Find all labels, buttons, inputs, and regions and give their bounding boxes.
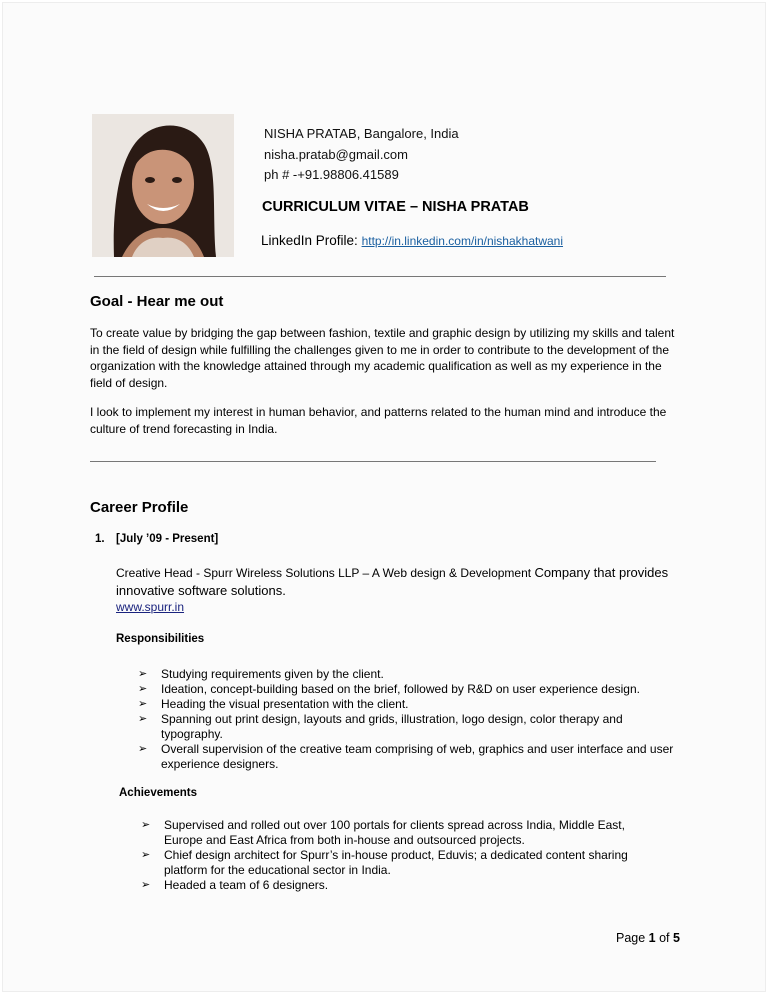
company-link[interactable]: www.spurr.in [116, 600, 185, 614]
achievements-list [141, 818, 656, 893]
goal-paragraph-2: I look to implement my interest in human behavior, and patterns related to the human mind and introduce the culture of trend forecasting in India. [90, 405, 667, 436]
job-period: [July ’09 - Present] [116, 533, 219, 545]
list-item-text: Supervised and rolled out over 100 portals for clients spread across India, Middle East, Europe and East Africa from both in-house and outsourced projects. [164, 818, 625, 847]
goal-divider [90, 461, 656, 462]
arrow-bullet-icon: ➢ [138, 668, 148, 680]
contact-name-location: NISHA PRATAB, Bangalore, India [264, 126, 459, 141]
arrow-bullet-icon: ➢ [141, 849, 151, 861]
list-item-text: Ideation, concept-building based on the brief, followed by R&D on user experience design. [161, 682, 640, 696]
linkedin-label: LinkedIn Profile: [261, 233, 362, 248]
list-item-text: Heading the visual presentation with the client. [161, 697, 409, 711]
list-item [141, 878, 656, 893]
responsibilities-list [138, 667, 678, 772]
list-item-text: Spanning out print design, layouts and grids, illustration, logo design, color therapy and typography. [161, 712, 623, 741]
job-number: 1. [95, 533, 105, 545]
page-current: 1 [648, 931, 656, 945]
profile-photo [92, 114, 234, 257]
arrow-bullet-icon: ➢ [138, 713, 148, 725]
responsibilities-heading: Responsibilities [116, 633, 205, 645]
list-item-text: Chief design architect for Spurr’s in-house product, Eduvis; a dedicated content sharing platform for the educational sector in India. [164, 848, 628, 877]
job-title: Creative Head - Spurr Wireless Solutions LLP – A Web design & Development [116, 566, 535, 580]
list-item-text: Headed a team of 6 designers. [164, 878, 329, 892]
arrow-bullet-icon: ➢ [138, 743, 148, 755]
goal-heading: Goal - Hear me out [90, 293, 224, 310]
linkedin-profile [261, 233, 563, 248]
arrow-bullet-icon: ➢ [138, 698, 148, 710]
contact-phone: ph # -+91.98806.41589 [264, 167, 399, 182]
page-word: Page [616, 931, 649, 945]
list-item [138, 742, 678, 772]
arrow-bullet-icon: ➢ [141, 819, 151, 831]
achievements-heading: Achievements [119, 787, 197, 799]
list-item [141, 818, 656, 848]
cv-title: CURRICULUM VITAE – NISHA PRATAB [262, 199, 529, 215]
career-heading: Career Profile [90, 499, 189, 516]
list-item [138, 667, 678, 682]
list-item-text: Studying requirements given by the client. [161, 667, 384, 681]
header-divider [94, 276, 666, 277]
list-item [138, 697, 678, 712]
list-item [138, 682, 678, 697]
list-item [141, 848, 656, 878]
page-total: 5 [673, 931, 680, 945]
arrow-bullet-icon: ➢ [141, 879, 151, 891]
page-number [616, 931, 680, 945]
page-of: of [655, 931, 673, 945]
list-item [138, 712, 678, 742]
contact-email: nisha.pratab@gmail.com [264, 147, 408, 162]
job-description [116, 564, 676, 600]
linkedin-link[interactable]: http://in.linkedin.com/in/nishakhatwani [361, 234, 564, 248]
goal-paragraph-1: To create value by bridging the gap between fashion, textile and graphic design by utilizing my skills and talent in the field of design while fulfilling the challenges given to me in order to contribute to the development of the organization with the knowledge attained through my academic qualification as well as my experience in the field of design. [90, 326, 675, 390]
job-company-desc: Company that provides innovative software solutions. [116, 565, 669, 598]
list-item-text: Overall supervision of the creative team comprising of web, graphics and user interface and user experience designers. [161, 742, 674, 771]
arrow-bullet-icon: ➢ [138, 683, 148, 695]
